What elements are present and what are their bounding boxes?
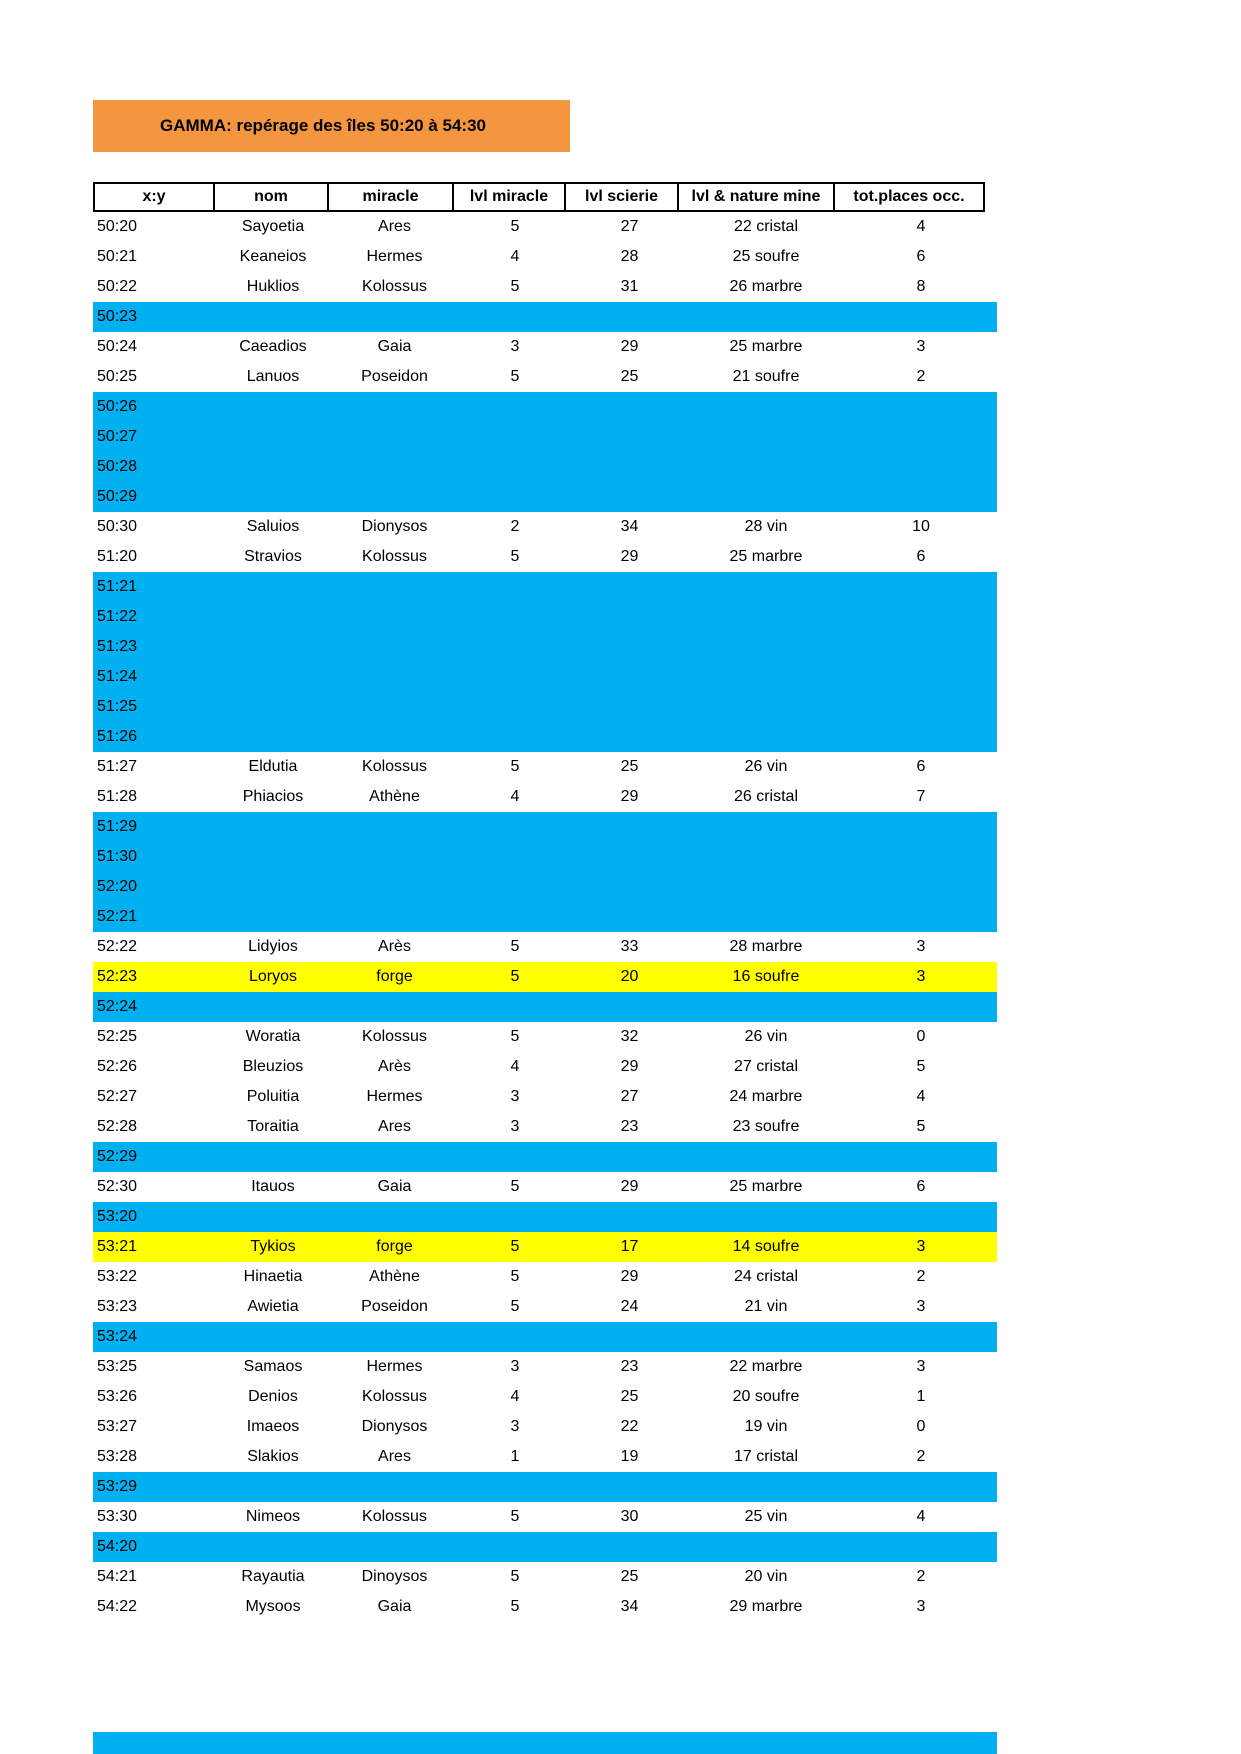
header-cell-miracle: miracle (327, 182, 454, 212)
table-row-50:22 (93, 272, 997, 302)
cell-xy: 51:28 (97, 788, 138, 805)
cell-lvl_scierie: 29 (620, 1178, 639, 1195)
cell-tot: 6 (916, 548, 926, 565)
cell-miracle: Poseidon (361, 368, 428, 385)
cell-miracle: Athène (369, 788, 420, 805)
cell-nom: Caeadios (239, 338, 307, 355)
table-row-50:25 (93, 362, 997, 392)
cell-xy: 53:30 (97, 1508, 138, 1525)
cell-lvl_scierie: 25 (620, 368, 639, 385)
cell-tot: 4 (916, 218, 926, 235)
cell-xy: 52:29 (97, 1148, 138, 1165)
table-row-51:26 (93, 722, 997, 752)
cell-lvl_scierie: 24 (620, 1298, 639, 1315)
table-row-51:20 (93, 542, 997, 572)
cell-tot: 10 (912, 518, 930, 535)
cell-lvl_miracle: 4 (510, 1058, 520, 1075)
clipped-next-row-strip (93, 1732, 997, 1754)
cell-tot: 5 (916, 1058, 926, 1075)
table-row-51:29 (93, 812, 997, 842)
cell-xy: 53:24 (97, 1328, 138, 1345)
cell-tot: 4 (916, 1088, 926, 1105)
cell-lvl_miracle: 5 (510, 368, 520, 385)
cell-nom: Huklios (246, 278, 300, 295)
cell-mine: 24 cristal (733, 1268, 799, 1285)
cell-mine: 29 marbre (729, 1598, 803, 1615)
cell-miracle: Dionysos (361, 518, 428, 535)
cell-miracle: Gaia (377, 338, 412, 355)
cell-miracle: Arès (378, 938, 411, 955)
cell-xy: 50:27 (97, 428, 138, 445)
cell-tot: 3 (916, 1238, 926, 1255)
cell-lvl_scierie: 28 (620, 248, 639, 265)
table-row-53:21 (93, 1232, 997, 1262)
header-cell-nom: nom (213, 182, 329, 212)
table-row-53:22 (93, 1262, 997, 1292)
cell-tot: 5 (916, 1118, 926, 1135)
table-row-52:26 (93, 1052, 997, 1082)
cell-xy: 52:21 (97, 908, 138, 925)
cell-tot: 2 (916, 1448, 926, 1465)
cell-tot: 6 (916, 1178, 926, 1195)
cell-nom: Phiacios (242, 788, 304, 805)
table-row-51:27 (93, 752, 997, 782)
cell-lvl_miracle: 3 (510, 1358, 520, 1375)
cell-lvl_miracle: 5 (510, 968, 520, 985)
cell-lvl_scierie: 25 (620, 1568, 639, 1585)
cell-nom: Keaneios (239, 248, 307, 265)
cell-lvl_miracle: 1 (510, 1448, 520, 1465)
cell-lvl_miracle: 4 (510, 248, 520, 265)
table-row-53:29 (93, 1472, 997, 1502)
cell-xy: 51:25 (97, 698, 138, 715)
cell-tot: 3 (916, 1598, 926, 1615)
cell-xy: 51:23 (97, 638, 138, 655)
cell-miracle: Hermes (366, 248, 423, 265)
table-row-53:20 (93, 1202, 997, 1232)
cell-nom: Nimeos (245, 1508, 301, 1525)
cell-mine: 19 vin (744, 1418, 788, 1435)
header-cell-tot: tot.places occ. (833, 182, 985, 212)
cell-xy: 52:23 (97, 968, 138, 985)
cell-nom: Slakios (247, 1448, 299, 1465)
cell-miracle: Dionysos (361, 1418, 428, 1435)
cell-xy: 51:29 (97, 818, 138, 835)
cell-lvl_miracle: 3 (510, 1418, 520, 1435)
cell-miracle: Dinoysos (361, 1568, 428, 1585)
cell-tot: 6 (916, 758, 926, 775)
table-row-51:21 (93, 572, 997, 602)
title-box (93, 100, 570, 152)
table-row-50:24 (93, 332, 997, 362)
header-cell-lvl_scierie: lvl scierie (564, 182, 679, 212)
cell-mine: 28 marbre (729, 938, 803, 955)
table-row-51:28 (93, 782, 997, 812)
cell-nom: Denios (248, 1388, 298, 1405)
cell-miracle: Ares (378, 218, 411, 235)
cell-lvl_scierie: 22 (620, 1418, 639, 1435)
cell-xy: 50:25 (97, 368, 138, 385)
table-row-50:21 (93, 242, 997, 272)
table-row-54:20 (93, 1532, 997, 1562)
cell-mine: 26 vin (744, 758, 788, 775)
cell-xy: 52:20 (97, 878, 138, 895)
cell-tot: 6 (916, 248, 926, 265)
cell-nom: Saluios (246, 518, 300, 535)
cell-mine: 20 soufre (732, 1388, 800, 1405)
table-row-50:30 (93, 512, 997, 542)
cell-miracle: Kolossus (362, 278, 427, 295)
cell-lvl_miracle: 3 (510, 338, 520, 355)
cell-xy: 51:30 (97, 848, 138, 865)
cell-mine: 14 soufre (732, 1238, 800, 1255)
page-title: GAMMA: repérage des îles 50:20 à 54:30 (160, 116, 486, 135)
cell-xy: 53:27 (97, 1418, 138, 1435)
cell-mine: 28 vin (744, 518, 788, 535)
table-row-51:24 (93, 662, 997, 692)
cell-nom: Stravios (244, 548, 302, 565)
cell-lvl_miracle: 5 (510, 1268, 520, 1285)
cell-miracle: forge (376, 1238, 413, 1255)
cell-xy: 50:23 (97, 308, 138, 325)
cell-mine: 20 vin (744, 1568, 788, 1585)
cell-nom: Samaos (243, 1358, 303, 1375)
cell-miracle: forge (376, 968, 413, 985)
cell-tot: 4 (916, 1508, 926, 1525)
cell-lvl_miracle: 2 (510, 518, 520, 535)
cell-miracle: Athène (369, 1268, 420, 1285)
cell-lvl_scierie: 30 (620, 1508, 639, 1525)
cell-xy: 51:26 (97, 728, 138, 745)
cell-tot: 3 (916, 1298, 926, 1315)
cell-miracle: Arès (378, 1058, 411, 1075)
table-row-52:23 (93, 962, 997, 992)
cell-xy: 50:29 (97, 488, 138, 505)
table-row-53:28 (93, 1442, 997, 1472)
cell-tot: 2 (916, 1568, 926, 1585)
cell-lvl_scierie: 19 (620, 1448, 639, 1465)
cell-xy: 53:22 (97, 1268, 138, 1285)
header-cell-lvl_miracle: lvl miracle (452, 182, 566, 212)
cell-nom: Eldutia (248, 758, 298, 775)
cell-lvl_scierie: 29 (620, 1268, 639, 1285)
table-row-52:28 (93, 1112, 997, 1142)
cell-lvl_scierie: 29 (620, 548, 639, 565)
cell-tot: 2 (916, 1268, 926, 1285)
cell-miracle: Poseidon (361, 1298, 428, 1315)
cell-xy: 50:20 (97, 218, 138, 235)
cell-xy: 52:27 (97, 1088, 138, 1105)
cell-nom: Imaeos (246, 1418, 300, 1435)
island-table (93, 182, 997, 1622)
table-row-53:27 (93, 1412, 997, 1442)
table-row-52:24 (93, 992, 997, 1022)
table-row-52:27 (93, 1082, 997, 1112)
cell-xy: 52:28 (97, 1118, 138, 1135)
cell-lvl_miracle: 5 (510, 1238, 520, 1255)
cell-nom: Bleuzios (242, 1058, 304, 1075)
cell-xy: 53:25 (97, 1358, 138, 1375)
table-row-51:25 (93, 692, 997, 722)
cell-xy: 52:30 (97, 1178, 138, 1195)
cell-miracle: Ares (378, 1448, 411, 1465)
cell-mine: 25 marbre (729, 1178, 803, 1195)
cell-nom: Lidyios (248, 938, 298, 955)
cell-lvl_scierie: 17 (620, 1238, 639, 1255)
table-row-52:25 (93, 1022, 997, 1052)
table-row-53:23 (93, 1292, 997, 1322)
cell-xy: 50:28 (97, 458, 138, 475)
cell-tot: 3 (916, 938, 926, 955)
cell-xy: 52:22 (97, 938, 138, 955)
table-row-50:27 (93, 422, 997, 452)
cell-lvl_scierie: 34 (620, 1598, 639, 1615)
cell-lvl_scierie: 27 (620, 1088, 639, 1105)
cell-miracle: Gaia (377, 1178, 412, 1195)
table-row-54:21 (93, 1562, 997, 1592)
cell-tot: 7 (916, 788, 926, 805)
cell-nom: Hinaetia (243, 1268, 303, 1285)
cell-lvl_scierie: 23 (620, 1358, 639, 1375)
table-row-53:30 (93, 1502, 997, 1532)
cell-xy: 52:26 (97, 1058, 138, 1075)
cell-lvl_scierie: 29 (620, 1058, 639, 1075)
table-row-51:22 (93, 602, 997, 632)
table-row-50:23 (93, 302, 997, 332)
cell-xy: 50:26 (97, 398, 138, 415)
cell-tot: 3 (916, 338, 926, 355)
cell-xy: 53:23 (97, 1298, 138, 1315)
cell-miracle: Kolossus (362, 1508, 427, 1525)
cell-mine: 21 soufre (732, 368, 800, 385)
cell-lvl_scierie: 23 (620, 1118, 639, 1135)
cell-lvl_scierie: 27 (620, 218, 639, 235)
cell-xy: 53:20 (97, 1208, 138, 1225)
cell-xy: 54:20 (97, 1538, 138, 1555)
cell-tot: 3 (916, 968, 926, 985)
cell-tot: 2 (916, 368, 926, 385)
cell-lvl_scierie: 34 (620, 518, 639, 535)
table-row-53:26 (93, 1382, 997, 1412)
cell-lvl_miracle: 4 (510, 788, 520, 805)
cell-xy: 51:20 (97, 548, 138, 565)
cell-lvl_miracle: 5 (510, 548, 520, 565)
cell-tot: 3 (916, 1358, 926, 1375)
table-row-51:23 (93, 632, 997, 662)
header-cell-mine: lvl & nature mine (677, 182, 835, 212)
cell-tot: 0 (916, 1418, 926, 1435)
cell-lvl_scierie: 29 (620, 338, 639, 355)
cell-nom: Sayoetia (241, 218, 305, 235)
cell-miracle: Kolossus (362, 1028, 427, 1045)
cell-xy: 51:22 (97, 608, 138, 625)
cell-nom: Rayautia (241, 1568, 305, 1585)
cell-lvl_scierie: 25 (620, 1388, 639, 1405)
cell-lvl_miracle: 5 (510, 1568, 520, 1585)
table-body (93, 212, 997, 1622)
cell-tot: 0 (916, 1028, 926, 1045)
cell-miracle: Gaia (377, 1598, 412, 1615)
cell-xy: 52:24 (97, 998, 138, 1015)
cell-miracle: Hermes (366, 1358, 423, 1375)
cell-mine: 26 cristal (733, 788, 799, 805)
table-row-50:26 (93, 392, 997, 422)
cell-nom: Itauos (251, 1178, 295, 1195)
cell-xy: 51:24 (97, 668, 138, 685)
cell-lvl_miracle: 5 (510, 278, 520, 295)
cell-mine: 16 soufre (732, 968, 800, 985)
cell-mine: 21 vin (744, 1298, 788, 1315)
cell-lvl_scierie: 33 (620, 938, 639, 955)
table-header-row (93, 182, 997, 212)
cell-nom: Woratia (245, 1028, 301, 1045)
cell-xy: 54:22 (97, 1598, 138, 1615)
cell-mine: 25 soufre (732, 248, 800, 265)
cell-mine: 25 marbre (729, 338, 803, 355)
cell-mine: 27 cristal (733, 1058, 799, 1075)
table-row-52:29 (93, 1142, 997, 1172)
table-row-52:20 (93, 872, 997, 902)
cell-lvl_miracle: 5 (510, 1178, 520, 1195)
cell-mine: 22 marbre (729, 1358, 803, 1375)
cell-xy: 53:21 (97, 1238, 138, 1255)
cell-xy: 50:24 (97, 338, 138, 355)
cell-xy: 50:21 (97, 248, 138, 265)
cell-xy: 51:21 (97, 578, 138, 595)
cell-xy: 52:25 (97, 1028, 138, 1045)
cell-lvl_miracle: 4 (510, 1388, 520, 1405)
cell-nom: Toraitia (247, 1118, 299, 1135)
cell-mine: 25 marbre (729, 548, 803, 565)
cell-miracle: Hermes (366, 1088, 423, 1105)
cell-xy: 53:26 (97, 1388, 138, 1405)
cell-lvl_scierie: 29 (620, 788, 639, 805)
cell-mine: 26 marbre (729, 278, 803, 295)
cell-nom: Lanuos (246, 368, 300, 385)
cell-lvl_miracle: 5 (510, 1028, 520, 1045)
table-row-53:24 (93, 1322, 997, 1352)
cell-nom: Poluitia (246, 1088, 300, 1105)
cell-lvl_miracle: 5 (510, 1508, 520, 1525)
cell-lvl_miracle: 3 (510, 1118, 520, 1135)
table-row-52:30 (93, 1172, 997, 1202)
cell-lvl_miracle: 5 (510, 1298, 520, 1315)
cell-lvl_miracle: 3 (510, 1088, 520, 1105)
cell-tot: 8 (916, 278, 926, 295)
table-row-54:22 (93, 1592, 997, 1622)
cell-nom: Mysoos (245, 1598, 301, 1615)
cell-nom: Loryos (248, 968, 298, 985)
cell-miracle: Kolossus (362, 548, 427, 565)
cell-xy: 50:22 (97, 278, 138, 295)
table-row-52:22 (93, 932, 997, 962)
table-row-53:25 (93, 1352, 997, 1382)
cell-lvl_miracle: 5 (510, 218, 520, 235)
cell-lvl_scierie: 25 (620, 758, 639, 775)
table-row-50:29 (93, 482, 997, 512)
table-row-50:28 (93, 452, 997, 482)
cell-miracle: Ares (378, 1118, 411, 1135)
cell-mine: 24 marbre (729, 1088, 803, 1105)
cell-lvl_scierie: 20 (620, 968, 639, 985)
cell-xy: 54:21 (97, 1568, 138, 1585)
header-cell-xy: x:y (93, 182, 215, 212)
cell-lvl_miracle: 5 (510, 938, 520, 955)
cell-miracle: Kolossus (362, 758, 427, 775)
cell-mine: 17 cristal (733, 1448, 799, 1465)
cell-lvl_scierie: 32 (620, 1028, 639, 1045)
cell-xy: 51:27 (97, 758, 138, 775)
table-row-50:20 (93, 212, 997, 242)
cell-tot: 1 (916, 1388, 926, 1405)
cell-lvl_miracle: 5 (510, 1598, 520, 1615)
cell-xy: 53:28 (97, 1448, 138, 1465)
cell-lvl_scierie: 31 (620, 278, 639, 295)
cell-mine: 26 vin (744, 1028, 788, 1045)
cell-nom: Awietia (247, 1298, 299, 1315)
cell-lvl_miracle: 5 (510, 758, 520, 775)
cell-mine: 25 vin (744, 1508, 788, 1525)
table-row-51:30 (93, 842, 997, 872)
cell-xy: 50:30 (97, 518, 138, 535)
cell-xy: 53:29 (97, 1478, 138, 1495)
cell-nom: Tykios (250, 1238, 296, 1255)
cell-miracle: Kolossus (362, 1388, 427, 1405)
cell-mine: 22 cristal (733, 218, 799, 235)
cell-mine: 23 soufre (732, 1118, 800, 1135)
table-row-52:21 (93, 902, 997, 932)
